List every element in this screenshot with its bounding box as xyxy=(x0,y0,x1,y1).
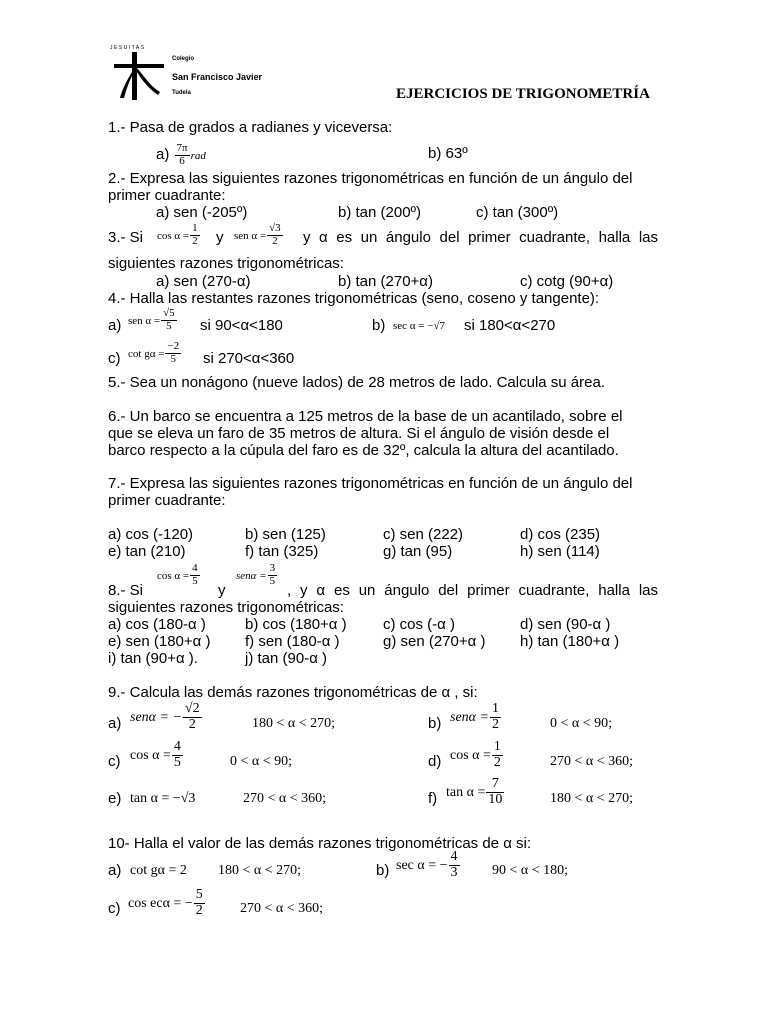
cross-logo-icon xyxy=(108,42,168,102)
q10-c-cond: 270 < α < 360; xyxy=(240,901,324,916)
q9-d-label: d) xyxy=(428,753,442,770)
q9-d-cond: 270 < α < 360; xyxy=(550,754,634,769)
q9-statement: 9.- Calcula las demás razones trigonométricas de α , si: xyxy=(108,684,478,701)
q8-y: y xyxy=(218,582,226,599)
q7-item-d: d) cos (235) xyxy=(520,526,601,543)
q4-a-expr: sen α = $\frac{√5}{5}$ xyxy=(128,307,175,332)
q3-b: b) tan (270+α) xyxy=(338,273,433,290)
logo-city: Tudela xyxy=(172,90,191,96)
q9-c-cond: 0 < α < 90; xyxy=(230,754,293,769)
q10-statement: 10- Halla el valor de las demás razones trigonométricas de α si: xyxy=(108,835,532,852)
q1-a-label: a) xyxy=(156,146,170,164)
q6-line2: que se eleva un faro de 35 metros de altura. Si el ángulo de visión desde el xyxy=(108,425,610,442)
q4-b-expr: sec α = −√7 xyxy=(393,320,446,332)
q3-cos: cos α = $\frac{1}{2}$ xyxy=(157,222,198,247)
q3-prefix: 3.- Si xyxy=(108,229,144,246)
q3-line2: siguientes razones trigonométricas: xyxy=(108,255,344,272)
q10-b-expr: sec α = − $\frac{4}{3}$ xyxy=(396,849,458,880)
q8-item-i: i) tan (90+α ). xyxy=(108,650,198,667)
logo-jesuitas-text: JESUITAS xyxy=(110,45,146,51)
q8-item-g: g) sen (270+α ) xyxy=(383,633,486,650)
q5-statement: 5.- Sea un nonágono (nueve lados) de 28 metros de lado. Calcula su área. xyxy=(108,374,605,391)
q9-b-expr: senα = $\frac{1}{2}$ xyxy=(450,701,499,732)
q10-c-label: c) xyxy=(108,900,121,917)
q10-b-label: b) xyxy=(376,862,390,879)
q9-f-label: f) xyxy=(428,790,438,807)
q7-item-f: f) tan (325) xyxy=(245,543,319,560)
q8-item-j: j) tan (90-α ) xyxy=(245,650,328,667)
q9-c-expr: cos α = $\frac{4}{5}$ xyxy=(130,739,181,770)
q1-a-unit: rad xyxy=(190,150,206,163)
q4-c-expr: cot gα = $\frac{-2}{5}$ xyxy=(128,340,180,365)
q7-line2: primer cuadrante: xyxy=(108,492,226,509)
q4-c-label: c) xyxy=(108,350,121,367)
q9-f-expr: tan α = $\frac{7}{10}$ xyxy=(446,776,503,807)
q2-c: c) tan (300º) xyxy=(476,204,559,221)
q9-e-expr: tan α = −√3 xyxy=(130,791,196,806)
q4-statement: 4.- Halla las restantes razones trigonométricas (seno, coseno y tangente): xyxy=(108,290,600,307)
q9-c-label: c) xyxy=(108,753,121,770)
q7-item-g: g) tan (95) xyxy=(383,543,453,560)
q8-item-b: b) cos (180+α ) xyxy=(245,616,347,633)
q8-item-h: h) tan (180+α ) xyxy=(520,633,620,650)
q9-d-expr: cos α = $\frac{1}{2}$ xyxy=(450,739,501,770)
q8-item-f: f) sen (180-α ) xyxy=(245,633,340,650)
q9-e-label: e) xyxy=(108,790,122,807)
q9-a-expr: senα = − $\frac{√2}{2}$ xyxy=(130,701,200,732)
q1-a xyxy=(156,143,206,167)
q3-c: c) cotg (90+α) xyxy=(520,273,614,290)
q8-rest: , y α es un ángulo del primer cuadrante, halla las xyxy=(287,582,658,599)
q3-a: a) sen (270-α) xyxy=(156,273,251,290)
q4-c-cond: si 270<α<360 xyxy=(203,350,295,367)
q7-line1: 7.- Expresa las siguientes razones trigonométricas en función de un ángulo del xyxy=(108,475,633,492)
q6-line3: barco respecto a la cúpula del faro es de 32º, calcula la altura del acantilado. xyxy=(108,442,619,459)
q8-item-e: e) sen (180+α ) xyxy=(108,633,211,650)
q9-b-cond: 0 < α < 90; xyxy=(550,716,613,731)
q3-sen: sen α = $\frac{√3}{2}$ xyxy=(234,222,281,247)
q10-b-cond: 90 < α < 180; xyxy=(492,863,569,878)
q6-line1: 6.- Un barco se encuentra a 125 metros de la base de un acantilado, sobre el xyxy=(108,408,623,425)
school-logo xyxy=(108,42,272,102)
q7-item-a: a) cos (-120) xyxy=(108,526,194,543)
q1-b: b) 63º xyxy=(428,145,468,162)
q8-item-a: a) cos (180-α ) xyxy=(108,616,206,633)
q1-statement: 1.- Pasa de grados a radianes y viceversa: xyxy=(108,119,393,136)
q2-b: b) tan (200º) xyxy=(338,204,422,221)
q10-a-expr: cot gα = 2 xyxy=(130,863,187,878)
q2-line2: primer cuadrante: xyxy=(108,187,226,204)
q9-a-cond: 180 < α < 270; xyxy=(252,716,336,731)
q7-item-b: b) sen (125) xyxy=(245,526,326,543)
q4-b-cond: si 180<α<270 xyxy=(464,317,556,334)
q8-sen: senα = $\frac{3}{5}$ xyxy=(236,562,276,587)
q9-f-cond: 180 < α < 270; xyxy=(550,791,634,806)
q10-a-label: a) xyxy=(108,862,122,879)
q8-item-d: d) sen (90-α ) xyxy=(520,616,611,633)
q7-item-c: c) sen (222) xyxy=(383,526,464,543)
q8-cos: cos α = $\frac{4}{5}$ xyxy=(157,562,198,587)
q2-line1: 2.- Expresa las siguientes razones trigonométricas en función de un ángulo del xyxy=(108,170,633,187)
q7-item-h: h) sen (114) xyxy=(520,543,600,560)
q4-a-label: a) xyxy=(108,317,122,334)
q2-a: a) sen (-205º) xyxy=(156,204,248,221)
q8-line2: siguientes razones trigonométricas: xyxy=(108,599,344,616)
q1-a-fraction: $\frac{7\pi}{6}$ xyxy=(176,142,188,167)
q7-item-e: e) tan (210) xyxy=(108,543,186,560)
q4-b-label: b) xyxy=(372,317,386,334)
q3-y: y xyxy=(216,229,224,246)
q4-a-cond: si 90<α<180 xyxy=(200,317,283,334)
page-title: EJERCICIOS DE TRIGONOMETRÍA xyxy=(396,86,650,102)
q9-e-cond: 270 < α < 360; xyxy=(243,791,327,806)
q8-item-c: c) cos (-α ) xyxy=(383,616,455,633)
logo-colegio: Colegio xyxy=(172,56,194,62)
logo-school-name: San Francisco Javier xyxy=(172,72,263,82)
q10-c-expr: cos ecα = − $\frac{5}{2}$ xyxy=(128,887,203,918)
q3-rest: y α es un ángulo del primer cuadrante, halla las xyxy=(303,229,658,246)
q8-prefix: 8.- Si xyxy=(108,582,144,599)
q10-a-cond: 180 < α < 270; xyxy=(218,863,302,878)
q9-b-label: b) xyxy=(428,715,442,732)
q9-a-label: a) xyxy=(108,715,122,732)
